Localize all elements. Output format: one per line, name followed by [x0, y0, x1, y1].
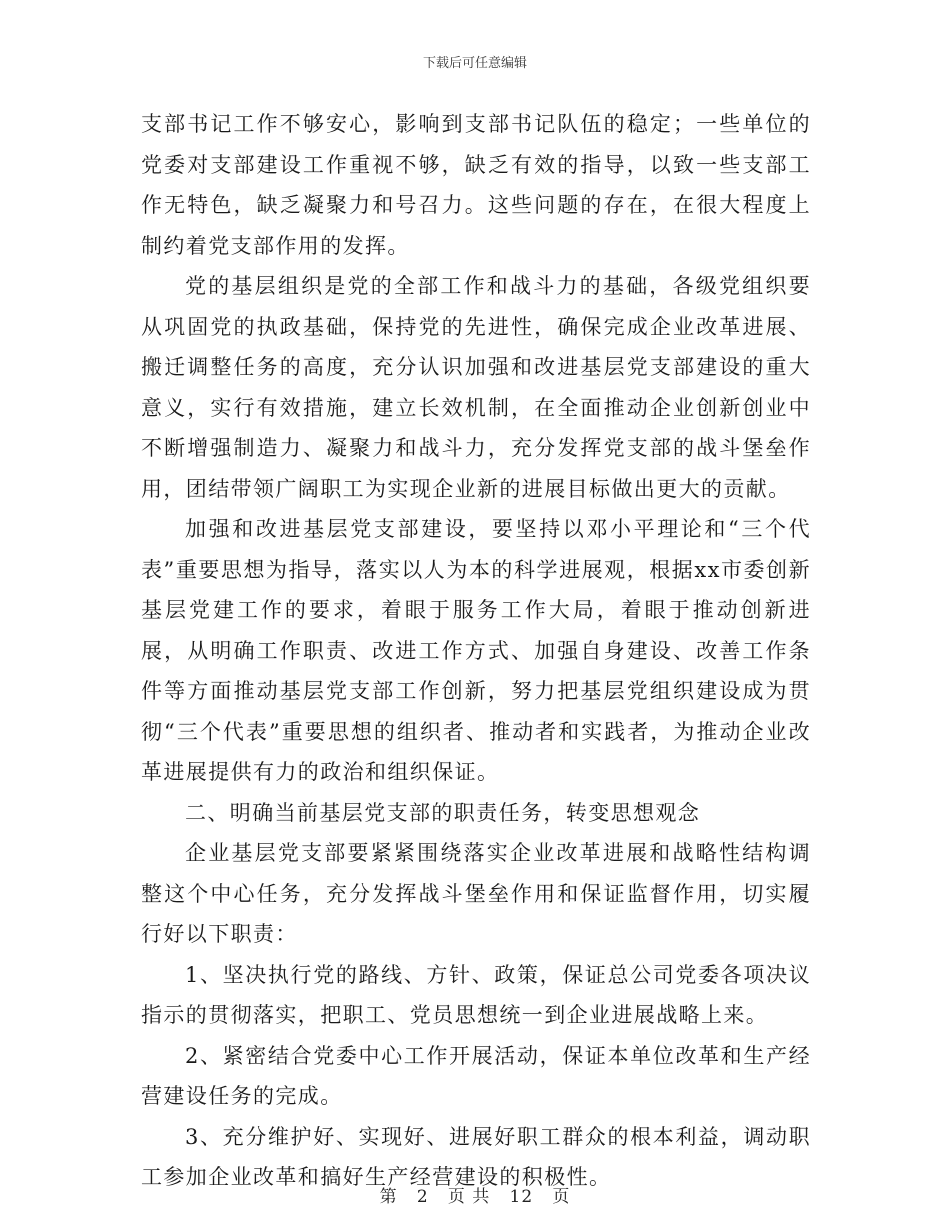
list-item: 3、充分维护好、实现好、进展好职工群众的根本利益，调动职工参加企业改革和搞好生产经营建设的积极性。: [141, 1124, 811, 1189]
paragraph: 企业基层党支部要紧紧围绕落实企业改革进展和战略性结构调整这个中心任务，充分发挥战斗堡垒作用和保证监督作用，切实履行好以下职责：: [141, 841, 811, 946]
list-item: 1、坚决执行党的路线、方针、政策，保证总公司党委各项决议指示的贯彻落实，把职工、党员思想统一到企业进展战略上来。: [141, 962, 811, 1027]
page-footer: [0, 1182, 950, 1207]
footer-prefix: 第: [379, 1187, 398, 1207]
list-item: 2、紧密结合党委中心工作开展活动，保证本单位改革和生产经营建设任务的完成。: [141, 1043, 811, 1108]
section-heading: 二、明确当前基层党支部的职责任务，转变思想观念: [185, 800, 701, 825]
document-body: [141, 104, 811, 1198]
footer-suffix: 页: [552, 1187, 571, 1207]
footer-middle: 页 共: [447, 1187, 491, 1207]
total-pages-number: 12: [509, 1187, 534, 1207]
page-header: 下载后可任意编辑: [422, 56, 527, 71]
paragraph: 加强和改进基层党支部建设，要坚持以邓小平理论和“三个代表”重要思想为指导，落实以人为本的科学进展观，根据xx市委创新基层党建工作的要求，着眼于服务工作大局，着眼于推动创新进展，从明确工作职责、改进工作方式、加强自身建设、改善工作条件等方面推动基层党支部工作创新，努力把基层党组织建设成为贯彻“三个代表”重要思想的组织者、推动者和实践者，为推动企业改革进展提供有力的政治和组织保证。: [141, 517, 811, 784]
current-page-number: 2: [416, 1187, 429, 1207]
paragraph-continued: 支部书记工作不够安心，影响到支部书记队伍的稳定；一些单位的党委对支部建设工作重视不够，缺乏有效的指导，以致一些支部工作无特色，缺乏凝聚力和号召力。这些问题的存在，在很大程度上制约着党支部作用的发挥。: [141, 112, 811, 258]
paragraph: 党的基层组织是党的全部工作和战斗力的基础，各级党组织要从巩固党的执政基础，保持党的先进性，确保完成企业改革进展、搬迁调整任务的高度，充分认识加强和改进基层党支部建设的重大意义，实行有效措施，建立长效机制，在全面推动企业创新创业中不断增强制造力、凝聚力和战斗力，充分发挥党支部的战斗堡垒作用，团结带领广阔职工为实现企业新的进展目标做出更大的贡献。: [141, 274, 811, 501]
